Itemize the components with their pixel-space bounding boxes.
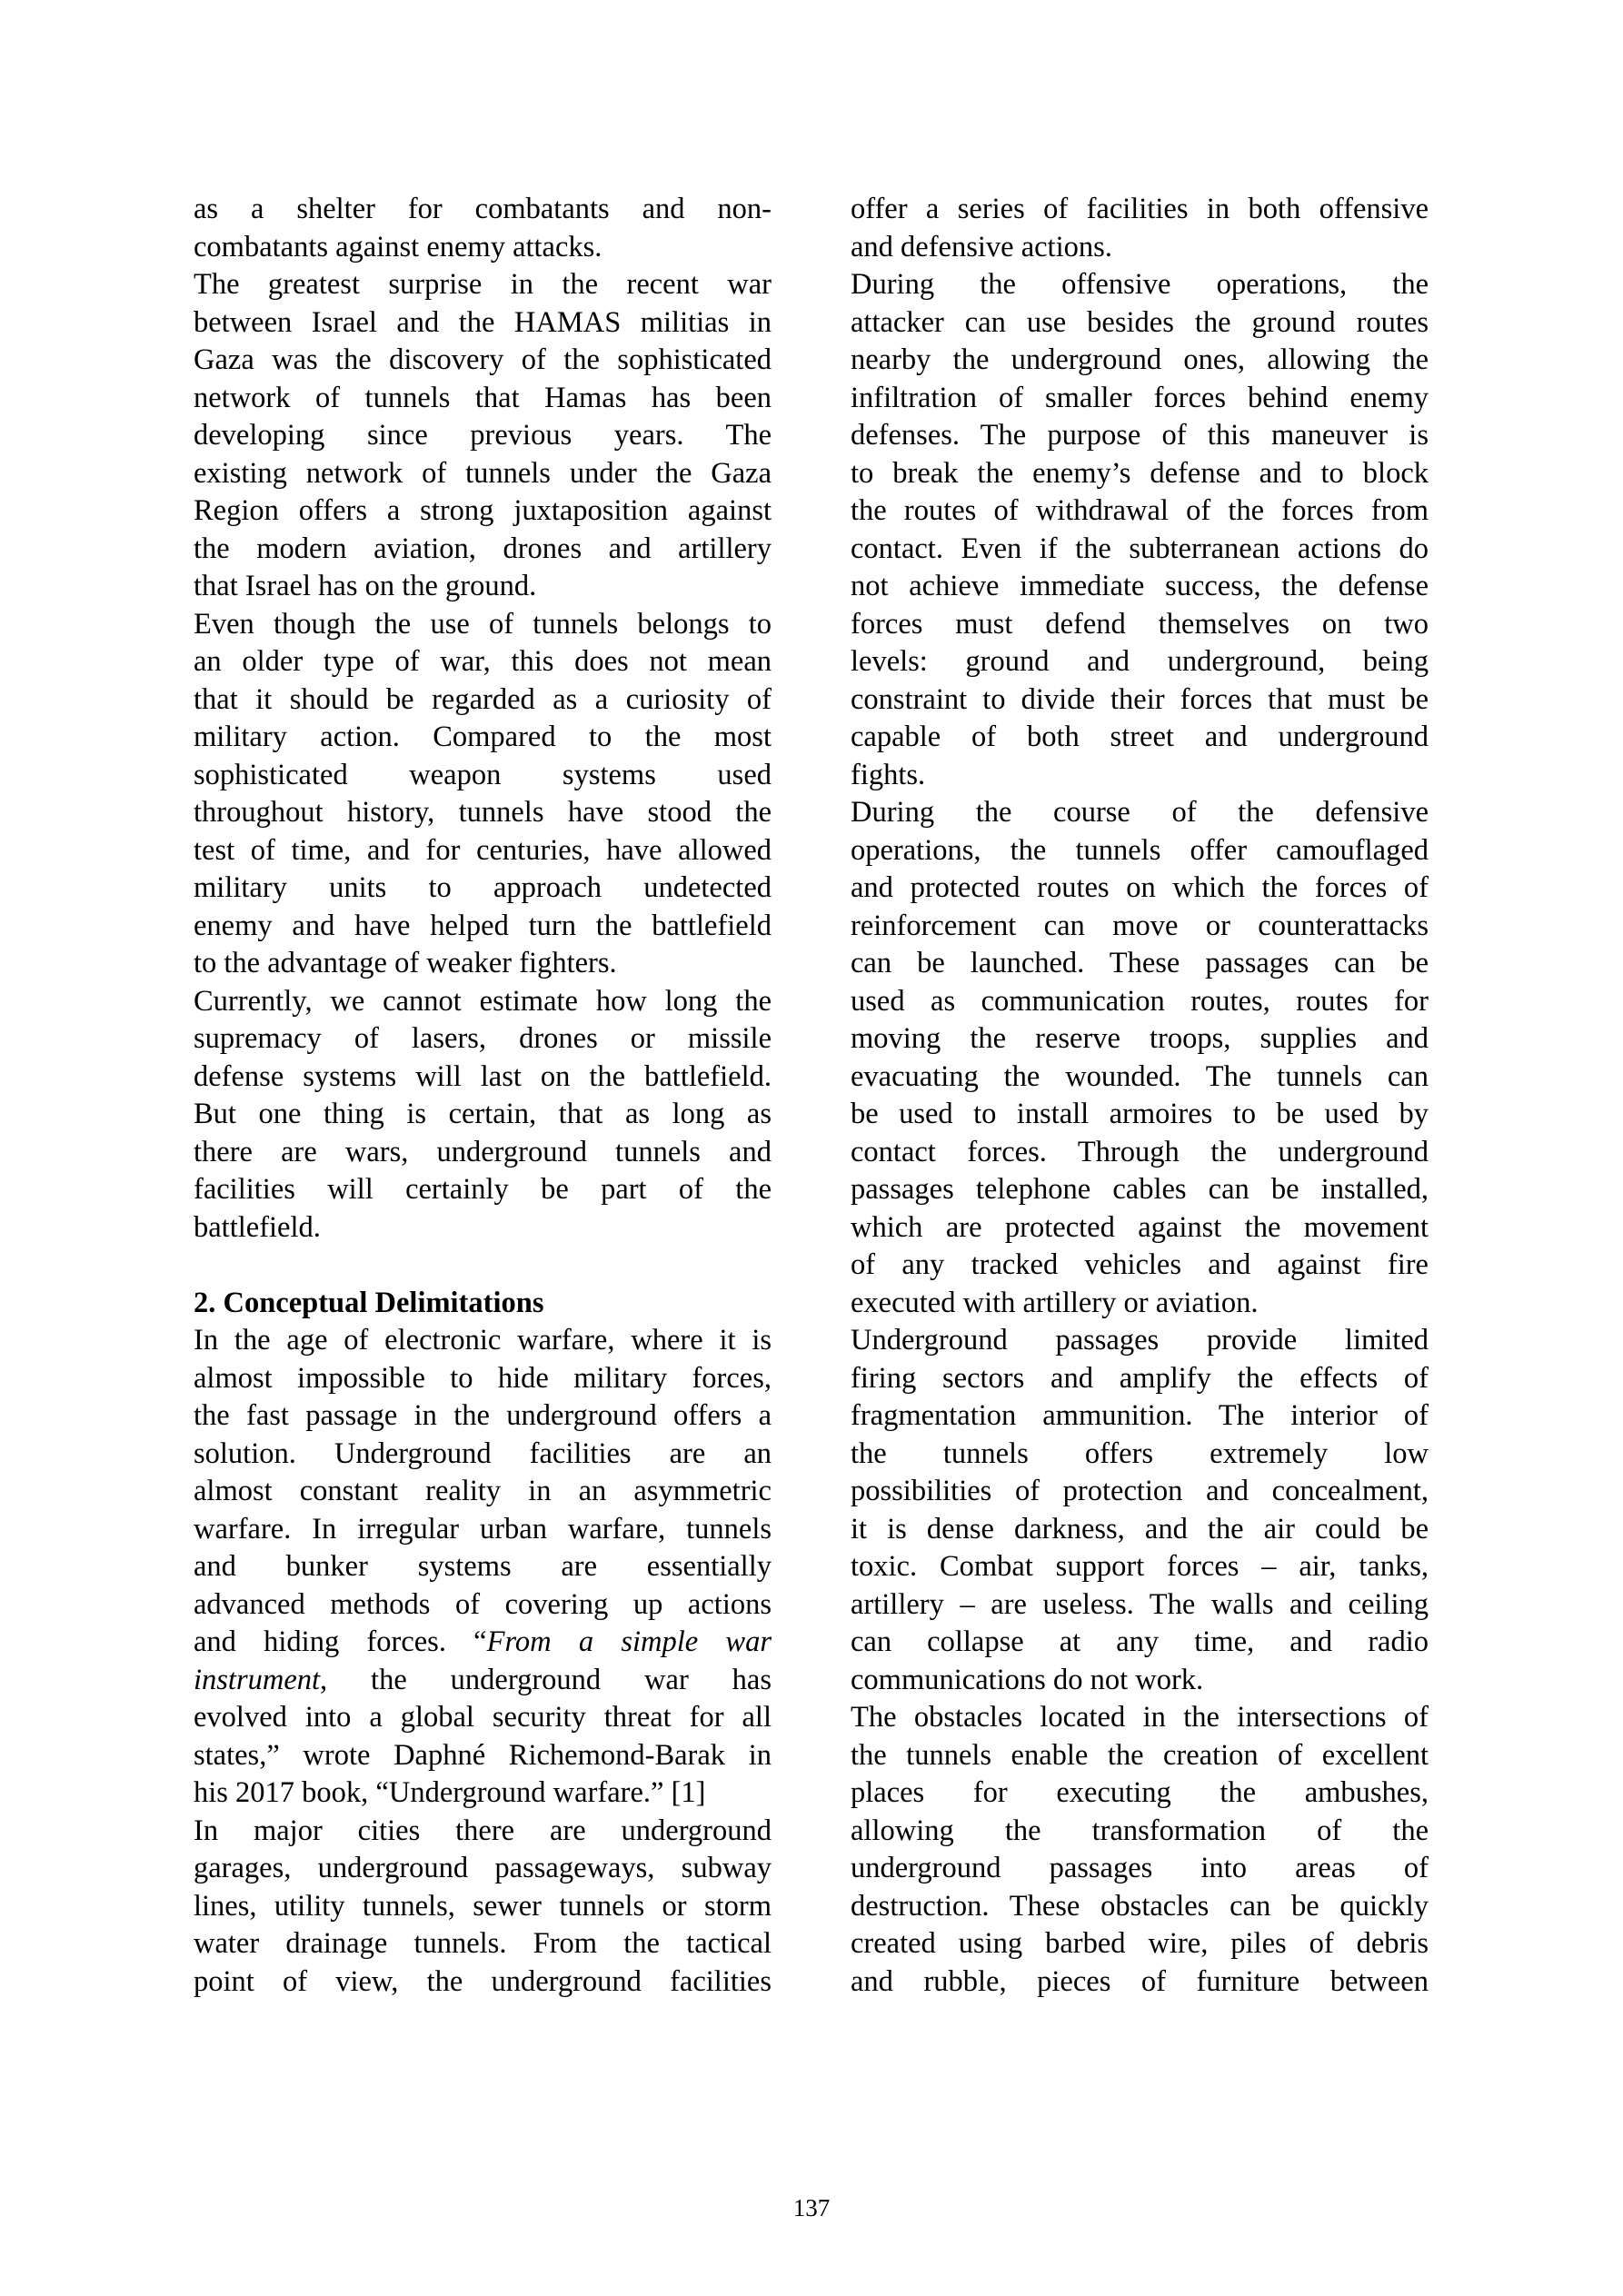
text-line: During the offensive operations, the [851, 268, 1429, 301]
text-line: evacuating the wounded. The tunnels can [851, 1059, 1429, 1093]
text-line: to break the enemy’s defense and to block [851, 456, 1429, 490]
text-line: not achieve immediate success, the defense [851, 570, 1429, 602]
text-line: states,” wrote Daphné Richemond-Barak in [194, 1738, 772, 1772]
text-line: firing sectors and amplify the effects of [851, 1361, 1429, 1395]
text-line: lines, utility tunnels, sewer tunnels or storm [194, 1889, 772, 1923]
text-segment: and hiding forces. “ [194, 1625, 487, 1658]
italic-quote: From a simple war [486, 1625, 772, 1658]
text-line: between Israel and the HAMAS militias in [194, 305, 772, 339]
text-line: solution. Underground facilities are an [194, 1436, 772, 1470]
text-segment: , the underground war has [320, 1663, 772, 1696]
text-line: almost impossible to hide military forces, [194, 1361, 772, 1395]
text-line: facilities will certainly be part of the [194, 1173, 772, 1206]
text-line: Gaza was the discovery of the sophisticated [194, 343, 772, 376]
text-line: Currently, we cannot estimate how long the [194, 984, 772, 1018]
text-line: reinforcement can move or counterattacks [851, 909, 1429, 942]
text-line: garages, underground passageways, subway [194, 1852, 772, 1884]
text-line: almost constant reality in an asymmetric [194, 1475, 772, 1507]
text-line: network of tunnels that Hamas has been [194, 381, 772, 414]
text-line: levels: ground and underground, being [851, 645, 1429, 678]
blank-line [194, 1247, 772, 1285]
text-line: military action. Compared to the most [194, 721, 772, 753]
text-line: military units to approach undetected [194, 871, 772, 904]
text-line: water drainage tunnels. From the tactical [194, 1927, 772, 1960]
right-column [851, 191, 1429, 2001]
text-line: his 2017 book, “Underground warfare.” [1] [194, 1776, 706, 1809]
text-line: fights. [851, 758, 926, 791]
italic-quote: instrument [194, 1663, 321, 1696]
text-line: underground passages into areas of [851, 1852, 1429, 1884]
text-line [194, 1662, 772, 1700]
text-line: In major cities there are underground [194, 1814, 772, 1847]
page-number: 137 [792, 2194, 831, 2221]
text-line: point of view, the underground facilities [194, 1964, 772, 1998]
text-line: defense systems will last on the battlefield. [194, 1059, 772, 1093]
text-line: the tunnels offers extremely low [851, 1436, 1429, 1470]
text-line: of any tracked vehicles and against fire [851, 1248, 1429, 1281]
text-line: used as communication routes, routes for [851, 984, 1429, 1018]
text-line: as a shelter for combatants and non- [194, 193, 772, 225]
text-line: advanced methods of covering up actions [194, 1587, 772, 1621]
text-line: Underground passages provide limited [851, 1324, 1429, 1357]
left-column [194, 191, 772, 2001]
text-line: sophisticated weapon systems used [194, 758, 772, 791]
text-line: and protected routes on which the forces of [851, 871, 1429, 904]
text-line: which are protected against the movement [851, 1210, 1429, 1244]
text-line: that it should be regarded as a curiosity of [194, 682, 772, 716]
text-line: be used to install armoires to be used by [851, 1098, 1429, 1130]
text-line: operations, the tunnels offer camouflaged [851, 833, 1429, 867]
text-line: The greatest surprise in the recent war [194, 268, 772, 301]
text-line: the modern aviation, drones and artillery [194, 532, 772, 565]
text-line: contact forces. Through the underground [851, 1135, 1429, 1168]
text-line: Even though the use of tunnels belongs to [194, 607, 772, 641]
text-line: Region offers a strong juxtaposition against [194, 494, 772, 527]
text-line: In the age of electronic warfare, where it is [194, 1324, 772, 1357]
text-line: warfare. In irregular urban warfare, tunnels [194, 1512, 772, 1546]
text-line: But one thing is certain, that as long as [194, 1098, 772, 1130]
text-line: created using barbed wire, piles of debris [851, 1927, 1429, 1960]
text-line [194, 1624, 772, 1662]
text-line: infiltration of smaller forces behind enemy [851, 381, 1429, 414]
text-line: contact. Even if the subterranean actions do [851, 532, 1429, 565]
text-line: destruction. These obstacles can be quickly [851, 1889, 1429, 1923]
text-line: existing network of tunnels under the Gaza [194, 456, 772, 490]
text-line: During the course of the defensive [851, 796, 1429, 829]
text-line: possibilities of protection and concealment, [851, 1475, 1429, 1507]
text-line: moving the reserve troops, supplies and [851, 1022, 1429, 1055]
text-line: capable of both street and underground [851, 721, 1429, 753]
text-line: and bunker systems are essentially [194, 1550, 772, 1583]
text-line: attacker can use besides the ground routes [851, 305, 1429, 339]
text-line: combatants against enemy attacks. [194, 230, 602, 263]
text-line: test of time, and for centuries, have allowed [194, 833, 772, 867]
text-line: places for executing the ambushes, [851, 1776, 1429, 1809]
text-line: battlefield. [194, 1210, 321, 1244]
text-line: supremacy of lasers, drones or missile [194, 1022, 772, 1055]
text-line: offer a series of facilities in both offensive [851, 193, 1429, 225]
text-line: The obstacles located in the intersections of [851, 1701, 1429, 1734]
text-line: fragmentation ammunition. The interior of [851, 1399, 1429, 1432]
text-line: communications do not work. [851, 1663, 1204, 1696]
text-line: defenses. The purpose of this maneuver is [851, 419, 1429, 452]
text-line: the routes of withdrawal of the forces from [851, 494, 1429, 527]
section-heading: 2. Conceptual Delimitations [194, 1286, 544, 1319]
text-line: enemy and have helped turn the battlefield [194, 909, 772, 942]
text-line: toxic. Combat support forces – air, tanks, [851, 1550, 1429, 1583]
text-line: throughout history, tunnels have stood the [194, 796, 772, 829]
text-line: evolved into a global security threat for all [194, 1701, 772, 1734]
text-line: developing since previous years. The [194, 419, 772, 452]
text-line: that Israel has on the ground. [194, 570, 537, 602]
text-line: it is dense darkness, and the air could be [851, 1512, 1429, 1546]
text-line: artillery – are useless. The walls and ceiling [851, 1587, 1429, 1621]
text-line: the fast passage in the underground offers a [194, 1399, 772, 1432]
text-line: and rubble, pieces of furniture between [851, 1964, 1429, 1998]
text-line: can be launched. These passages can be [851, 947, 1429, 979]
text-line: forces must defend themselves on two [851, 607, 1429, 641]
text-line: to the advantage of weaker fighters. [194, 947, 617, 979]
text-line: passages telephone cables can be installed, [851, 1173, 1429, 1206]
text-line: allowing the transformation of the [851, 1814, 1429, 1847]
text-line: an older type of war, this does not mean [194, 645, 772, 678]
text-line: there are wars, underground tunnels and [194, 1135, 772, 1168]
text-line: constraint to divide their forces that must be [851, 682, 1429, 716]
text-line: can collapse at any time, and radio [851, 1625, 1429, 1658]
text-line: nearby the underground ones, allowing the [851, 343, 1429, 376]
text-line: executed with artillery or aviation. [851, 1286, 1259, 1319]
text-line: and defensive actions. [851, 230, 1112, 263]
text-line: the tunnels enable the creation of excellent [851, 1738, 1429, 1772]
